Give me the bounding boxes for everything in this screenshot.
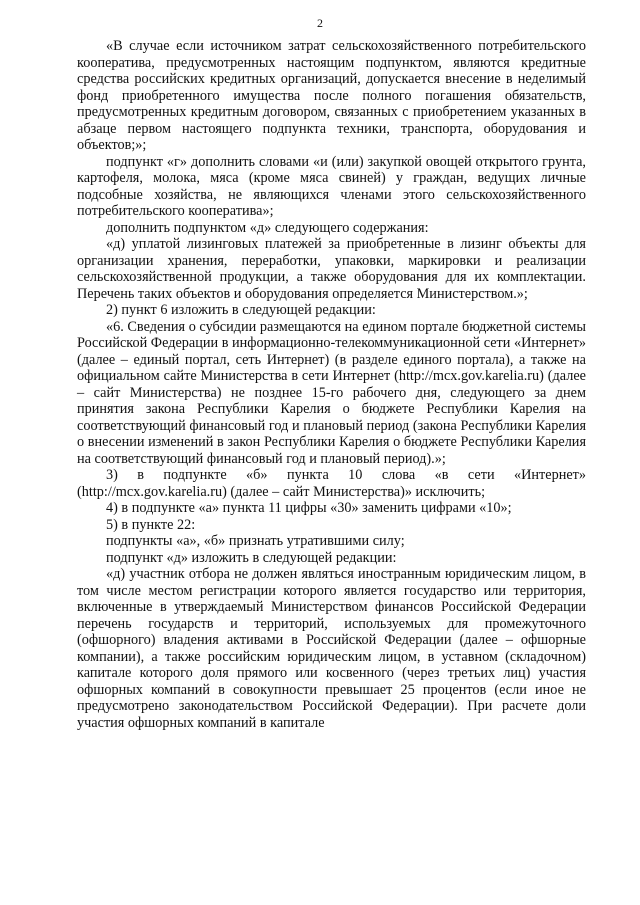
paragraph-9: 5) в пункте 22: xyxy=(106,516,196,533)
paragraph-1: «В случае если источником затрат сельскохозяйственного потребительского кооператива, предусмотренных настоящим подпунктом, являются кредитные средства российских кредитных организаций, допускается внесение в неделимый фонд приобретенного имущества после полного погашения обязательств, предусмотренных кредитным договором, связанных с приобретением указанных в абзаце первом настоящего подпункта техники, транспорта, оборудования и объектов;»; xyxy=(77,38,586,153)
paragraph-10: подпункты «а», «б» признать утратившими силу; xyxy=(106,533,405,549)
paragraph-12: «д) участник отбора не должен являться иностранным юридическим лицом, в том числе местом регистрации которого является государство или территория, включенные в утверждаемый Министерством финансов Российской Федерации перечень государств и территорий, используемых для промежуточного (офшорного) владения активами в Российской Федерации (далее – офшорные компании), а также российским юридическим лицом, в уставном (складочном) капитале которого доля прямого или косвенного (через третьих лиц) участия офшорных компаний в совокупности превышает 25 процентов (если иное не предусмотрено законодательством Российской Федерации). При расчете доли участия офшорных компаний в капитале xyxy=(77,566,586,731)
paragraph-3: дополнить подпунктом «д» следующего содержания: xyxy=(106,219,429,236)
paragraph-11: подпункт «д» изложить в следующей редакции: xyxy=(106,549,397,566)
paragraph-7: 3) в подпункте «б» пункта 10 слова «в сети «Интернет» (http://mcx.gov.karelia.ru) (далее – сайт Министерства)» исключить; xyxy=(77,467,586,500)
page-number: 2 xyxy=(317,16,323,30)
paragraph-8: 4) в подпункте «а» пункта 11 цифры «30» заменить цифрами «10»; xyxy=(106,500,512,516)
paragraph-4: «д) уплатой лизинговых платежей за приобретенные в лизинг объекты для организации хранения, переработки, упаковки, маркировки и реализации сельскохозяйственной продукции, а также оборудования для их комплектации. Перечень таких объектов и оборудования определяется Министерством.»; xyxy=(77,236,586,302)
document-body xyxy=(77,38,586,731)
paragraph-6: «6. Сведения о субсидии размещаются на едином портале бюджетной системы Российской Федерации в информационно-телекоммуникационной сети «Интернет» (далее – единый портал, сеть Интернет) (в разделе единого портала), а также на официальном сайте Министерства в сети Интернет (http://mcx.gov.karelia.ru) (далее – сайт Министерства) не позднее 15-го рабочего дня, следующего за днем принятия закона Республики Карелия о бюджете Республики Карелия на соответствующий финансовый год и плановый период (закона Республики Карелия о внесении изменений в закон Республики Карелия о бюджете Республики Карелия на соответствующий финансовый год и плановый период).»; xyxy=(77,318,586,467)
paragraph-5: 2) пункт 6 изложить в следующей редакции: xyxy=(106,302,376,318)
paragraph-2: подпункт «г» дополнить словами «и (или) закупкой овощей открытого грунта, картофеля, молока, мяса (кроме мяса свиней) у граждан, ведущих личные подсобные хозяйства, не являющихся членами этого сельскохозяйственного потребительского кооператива»; xyxy=(77,153,586,219)
